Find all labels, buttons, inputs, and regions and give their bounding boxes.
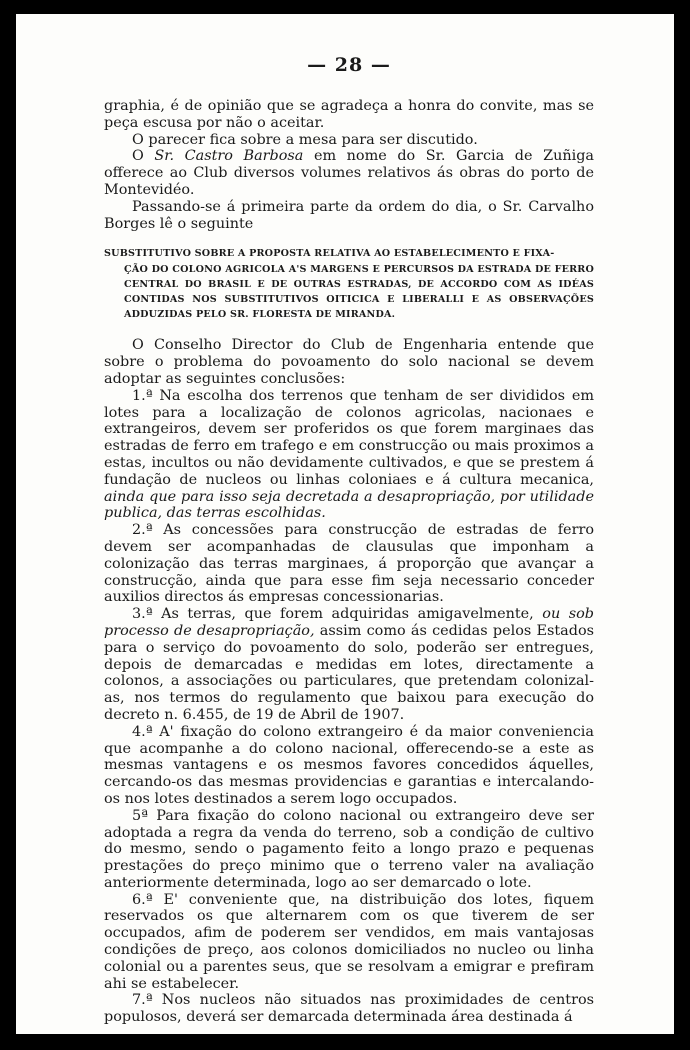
conclusion-item-4: 4.ª A' fixação do colono extrangeiro é da maior conveniencia que acompanhe a do colono nacional, offerecendo-se a este as mesmas vantagens e os mesmos favores concedidos áquelles, cercando-os das mesmas providencias e garantias e intercalando-os nos lotes destinados a serem logo occupados. <box>104 723 594 807</box>
heading-line-first: SUBSTITUTIVO SOBRE A PROPOSTA RELATIVA AO ESTABELECIMENTO E FIXA- <box>104 248 555 260</box>
item3-italic: ou sob processo de desapropriação, <box>104 606 594 639</box>
page-text <box>104 54 594 1026</box>
conclusion-item-6: 6.ª E' conveniente que, na distribuição dos lotes, fiquem reservados os que alternarem com os que tiverem de ser occupados, afim de poderem ser vendidos, em mais vantajosas condições de preço, aos colonos domiciliados no nucleo ou linha colonial ou a parentes seus, que se resolvam a emigrar e prefiram ahi se estabelecer. <box>104 891 594 992</box>
heading-line-rest: ÇÃO DO COLONO AGRICOLA A'S MARGENS E PERCURSOS DA ESTRADA DE FERRO CENTRAL DO BRASIL E DE OUTRAS ESTRADAS, DE ACCORDO COM AS IDÉAS CONTIDAS NOS SUBSTITUTIVOS OITICICA E LIBERALLI E AS OBSERVAÇÕES ADDUZIDAS PELO SR. FLORESTA DE MIRANDA. <box>124 263 594 321</box>
item3-lead: 3.ª As terras, que forem adquiridas amigavelmente, <box>132 606 543 623</box>
document-page <box>16 14 674 1034</box>
conclusion-item-1 <box>104 388 594 522</box>
paragraph-passando: Passando-se á primeira parte da ordem do dia, o Sr. Carvalho Borges lê o seguinte <box>104 198 594 232</box>
conclusion-item-5: 5ª Para fixação do colono nacional ou extrangeiro deve ser adoptada a regra da venda do terreno, sob a condição de cultivo do mesmo, sendo o pagamento feito a longo prazo e pequenas prestações do preço minimo que o terreno valer na avaliação anteriormente determinada, logo ao ser demarcado o lote. <box>104 807 594 891</box>
conclusion-item-2: 2.ª As concessões para construcção de estradas de ferro devem ser acompanhadas de clausulas que imponham a colonização das terras marginaes, á proporção que avançar a construcção, ainda que para esse fim seja necessario conceder auxilios directos ás empresas concessionarias. <box>104 522 594 606</box>
castro-lead: O <box>132 148 155 165</box>
page-number: — 28 — <box>307 54 391 76</box>
paragraph-opening: graphia, é de opinião que se agradeça a honra do convite, mas se peça escusa por não o aceitar. <box>104 98 594 131</box>
paragraph-castro-barbosa <box>104 148 594 198</box>
item1-italic: ainda que para isso seja decretada a desapropriação, por utilidade publica, das terras escolhidas. <box>104 488 594 522</box>
castro-rest: em nome do Sr. Garcia de Zuñiga offerece ao Club diversos volumes relativos ás obras do porto de Montevidéo. <box>104 148 594 198</box>
conclusion-item-3 <box>104 606 594 724</box>
item3-rest: assim como ás cedidas pelos Estados para o serviço do povoamento do solo, poderão ser entregues, depois de demarcadas e medidas em lotes, directamente a colonos, a associações ou particulares, que pretendam colonizal-as, nos termos do regulamento que baixou para execução do decreto n. 6.455, de 19 de Abril de 1907. <box>104 622 594 723</box>
castro-name: Sr. Castro Barbosa <box>154 148 304 165</box>
paragraph-conselho: O Conselho Director do Club de Engenharia entende que sobre o problema do povoamento do solo nacional se devem adoptar as seguintes conclusões: <box>104 337 594 387</box>
conclusion-item-7: 7.ª Nos nucleos não situados nas proximidades de centros populosos, deverá ser demarcada determinada área destinada á <box>104 992 594 1026</box>
item1-text: 1.ª Na escolha dos terrenos que tenham de ser divididos em lotes para a localização de colonos agricolas, nacionaes e extrangeiros, devem ser proferidos os que forem marginaes das estradas de ferro em trafego e em construcção ou mais proximos a estas, incultos ou não devidamente cultivados, e que se prestem á fundação de nucleos ou linhas coloniaes e á cultura mecanica, <box>104 387 594 488</box>
substitutivo-heading <box>104 246 594 322</box>
paragraph-parecer: O parecer fica sobre a mesa para ser discutido. <box>132 131 478 148</box>
